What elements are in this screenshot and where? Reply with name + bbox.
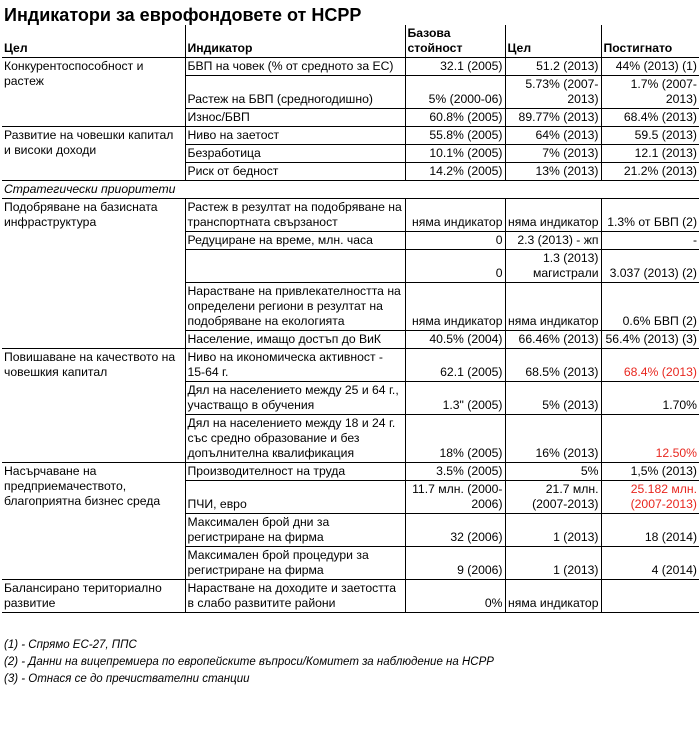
indicator-cell: Максимален брой дни за регистриране на фирма bbox=[185, 514, 405, 547]
achieved-cell: 59.5 (2013) bbox=[601, 127, 699, 145]
achieved-cell: 4 (2014) bbox=[601, 547, 699, 580]
indicators-table bbox=[2, 25, 699, 613]
footnote-1: (1) - Спрямо ЕС-27, ППС bbox=[4, 639, 137, 651]
baseline-cell: няма индикатор bbox=[405, 199, 505, 232]
baseline-cell: 0 bbox=[405, 232, 505, 250]
indicator-cell: Безработица bbox=[185, 145, 405, 163]
baseline-cell: 62.1 (2005) bbox=[405, 349, 505, 382]
target-cell: 5% bbox=[505, 463, 601, 481]
target-cell: 66.46% (2013) bbox=[505, 331, 601, 349]
indicator-cell: Нарастване на привлекателността на определени региони в резултат на подобряване на екологията bbox=[185, 283, 405, 331]
page-title: Индикатори за еврофондовете от НСРР bbox=[4, 5, 362, 25]
table-row bbox=[2, 58, 699, 76]
table-body bbox=[2, 58, 699, 613]
baseline-cell: 3.5% (2005) bbox=[405, 463, 505, 481]
achieved-cell: 1.7% (2007-2013) bbox=[601, 76, 699, 109]
achieved-cell: 3.037 (2013) (2) bbox=[601, 250, 699, 283]
baseline-cell: 10.1% (2005) bbox=[405, 145, 505, 163]
achieved-cell: 44% (2013) (1) bbox=[601, 58, 699, 76]
footnote-2: (2) - Данни на вицепремиера по европейските въпроси/Комитет за наблюдение на НСРР bbox=[4, 656, 494, 668]
baseline-cell: 0 bbox=[405, 250, 505, 283]
indicator-cell bbox=[185, 250, 405, 283]
achieved-cell: 12.50% bbox=[601, 415, 699, 463]
header-indicator: Индикатор bbox=[185, 25, 405, 58]
baseline-cell: 32 (2006) bbox=[405, 514, 505, 547]
baseline-cell: 60.8% (2005) bbox=[405, 109, 505, 127]
goal-cell: Подобряване на базисната инфраструктура bbox=[2, 199, 185, 349]
baseline-cell: 55.8% (2005) bbox=[405, 127, 505, 145]
goal-cell: Развитие на човешки капитал и високи доходи bbox=[2, 127, 185, 181]
achieved-cell: 1.3% от БВП (2) bbox=[601, 199, 699, 232]
table-row bbox=[2, 349, 699, 382]
indicator-cell: Растеж в резултат на подобряване на транспортната свързаност bbox=[185, 199, 405, 232]
indicator-cell: Производителност на труда bbox=[185, 463, 405, 481]
baseline-cell: 32.1 (2005) bbox=[405, 58, 505, 76]
goal-cell: Повишаване на качеството на човешкия капитал bbox=[2, 349, 185, 463]
baseline-cell: 40.5% (2004) bbox=[405, 331, 505, 349]
baseline-cell: 0% bbox=[405, 580, 505, 613]
achieved-cell: 1,5% (2013) bbox=[601, 463, 699, 481]
achieved-cell: 25.182 млн. (2007-2013) bbox=[601, 481, 699, 514]
baseline-cell: 1.3" (2005) bbox=[405, 382, 505, 415]
table-row bbox=[2, 580, 699, 613]
achieved-cell: - bbox=[601, 232, 699, 250]
target-cell: 5% (2013) bbox=[505, 382, 601, 415]
header-baseline: Базова стойност bbox=[405, 25, 505, 58]
achieved-cell: 68.4% (2013) bbox=[601, 349, 699, 382]
goal-cell: Конкурентоспособност и растеж bbox=[2, 58, 185, 127]
footnotes bbox=[0, 613, 700, 688]
achieved-cell bbox=[601, 580, 699, 613]
indicator-cell: Нарастване на доходите и заетостта в слабо развитите райони bbox=[185, 580, 405, 613]
indicator-cell: Дял на населението между 25 и 64 г., участващо в обучения bbox=[185, 382, 405, 415]
indicator-cell: Ниво на заетост bbox=[185, 127, 405, 145]
indicator-cell: Дял на населението между 18 и 24 г. със средно образование и без допълнителна квалификация bbox=[185, 415, 405, 463]
target-cell: няма индикатор bbox=[505, 580, 601, 613]
target-cell: няма индикатор bbox=[505, 283, 601, 331]
achieved-cell: 12.1 (2013) bbox=[601, 145, 699, 163]
target-cell: 1 (2013) bbox=[505, 514, 601, 547]
baseline-cell: няма индикатор bbox=[405, 283, 505, 331]
target-cell: 51.2 (2013) bbox=[505, 58, 601, 76]
table-row bbox=[2, 463, 699, 481]
indicator-cell: Максимален брой процедури за регистриране на фирма bbox=[185, 547, 405, 580]
goal-cell: Насърчаване на предприемачеството, благоприятна бизнес среда bbox=[2, 463, 185, 580]
target-cell: 64% (2013) bbox=[505, 127, 601, 145]
indicator-cell: Износ/БВП bbox=[185, 109, 405, 127]
achieved-cell: 68.4% (2013) bbox=[601, 109, 699, 127]
indicator-cell: БВП на човек (% от средното за ЕС) bbox=[185, 58, 405, 76]
baseline-cell: 18% (2005) bbox=[405, 415, 505, 463]
footnote-3: (3) - Отнася се до пречиствателни станции bbox=[4, 673, 250, 685]
achieved-cell: 56.4% (2013) (3) bbox=[601, 331, 699, 349]
baseline-cell: 14.2% (2005) bbox=[405, 163, 505, 181]
target-cell: 1 (2013) bbox=[505, 547, 601, 580]
target-cell: 16% (2013) bbox=[505, 415, 601, 463]
target-cell: 7% (2013) bbox=[505, 145, 601, 163]
indicator-cell: Редуциране на време, млн. часа bbox=[185, 232, 405, 250]
baseline-cell: 11.7 млн. (2000-2006) bbox=[405, 481, 505, 514]
target-cell: 2.3 (2013) - жп bbox=[505, 232, 601, 250]
indicator-cell: Население, имащо достъп до ВиК bbox=[185, 331, 405, 349]
achieved-cell: 18 (2014) bbox=[601, 514, 699, 547]
target-cell: 21.7 млн. (2007-2013) bbox=[505, 481, 601, 514]
table-row bbox=[2, 199, 699, 232]
target-cell: 68.5% (2013) bbox=[505, 349, 601, 382]
target-cell: 5.73% (2007-2013) bbox=[505, 76, 601, 109]
header-target: Цел bbox=[505, 25, 601, 58]
baseline-cell: 5% (2000-06) bbox=[405, 76, 505, 109]
target-cell: 1.3 (2013) магистрали bbox=[505, 250, 601, 283]
achieved-cell: 21.2% (2013) bbox=[601, 163, 699, 181]
baseline-cell: 9 (2006) bbox=[405, 547, 505, 580]
section-row bbox=[2, 181, 699, 199]
target-cell: няма индикатор bbox=[505, 199, 601, 232]
section-label: Стратегически приоритети bbox=[2, 181, 699, 199]
indicator-cell: Растеж на БВП (средногодишно) bbox=[185, 76, 405, 109]
achieved-cell: 0.6% БВП (2) bbox=[601, 283, 699, 331]
goal-cell: Балансирано териториално развитие bbox=[2, 580, 185, 613]
table-row bbox=[2, 127, 699, 145]
indicator-cell: ПЧИ, евро bbox=[185, 481, 405, 514]
indicator-cell: Риск от бедност bbox=[185, 163, 405, 181]
header-goal: Цел bbox=[2, 25, 185, 58]
indicator-cell: Ниво на икономическа активност - 15-64 г. bbox=[185, 349, 405, 382]
achieved-cell: 1.70% bbox=[601, 382, 699, 415]
target-cell: 13% (2013) bbox=[505, 163, 601, 181]
target-cell: 89.77% (2013) bbox=[505, 109, 601, 127]
header-achieved: Постигнато bbox=[601, 25, 699, 58]
